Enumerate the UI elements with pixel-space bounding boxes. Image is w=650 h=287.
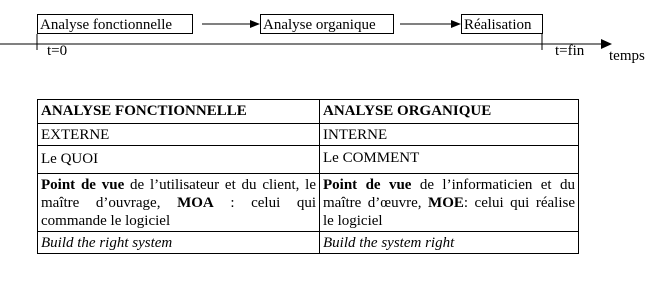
cell-interne: INTERNE bbox=[320, 124, 579, 146]
cell-le-comment: Le COMMENT bbox=[320, 146, 579, 174]
table-row-question bbox=[38, 146, 579, 174]
viewpoint-text-left-1: de l’utilisateur et du client, le maître d’ouvrage, bbox=[41, 177, 316, 211]
cell-build-system-right: Build the system right bbox=[320, 232, 579, 254]
viewpoint-lead-right: Point de vue bbox=[323, 177, 412, 193]
cell-le-quoi: Le QUOI bbox=[38, 146, 320, 174]
phase-arrow-2-head bbox=[451, 20, 461, 28]
timeline-lines bbox=[0, 0, 650, 80]
viewpoint-lead-left: Point de vue bbox=[41, 177, 125, 193]
cell-viewpoint-utilisateur bbox=[38, 174, 320, 232]
table-row-motto bbox=[38, 232, 579, 254]
phase-arrow-1-head bbox=[250, 20, 260, 28]
cell-externe: EXTERNE bbox=[38, 124, 320, 146]
header-analyse-fonctionnelle: ANALYSE FONCTIONNELLE bbox=[38, 100, 320, 124]
phase-box-realisation: Réalisation bbox=[461, 14, 543, 34]
viewpoint-text-right-1: de l’informaticien et du maître d’œuvre, bbox=[323, 177, 575, 211]
viewpoint-text-left-2: : celui qui commande le logiciel bbox=[41, 195, 316, 229]
viewpoint-text-right-2: : celui qui réalise le logiciel bbox=[323, 195, 575, 229]
table-row-viewpoint bbox=[38, 174, 579, 232]
viewpoint-acronym-moe: MOE bbox=[428, 195, 464, 211]
table-header-row bbox=[38, 100, 579, 124]
phase-box-analyse-fonctionnelle: Analyse fonctionnelle bbox=[37, 14, 193, 34]
label-tfin: t=fin bbox=[555, 43, 585, 59]
table-row-scope bbox=[38, 124, 579, 146]
header-analyse-organique: ANALYSE ORGANIQUE bbox=[320, 100, 579, 124]
label-temps: temps bbox=[609, 48, 645, 64]
comparison-table bbox=[37, 99, 579, 254]
label-t0: t=0 bbox=[47, 43, 68, 59]
cell-build-right-system: Build the right system bbox=[38, 232, 320, 254]
phase-box-analyse-organique: Analyse organique bbox=[260, 14, 394, 34]
timeline-diagram bbox=[0, 0, 650, 80]
cell-viewpoint-informaticien bbox=[320, 174, 579, 232]
viewpoint-acronym-moa: MOA bbox=[177, 195, 214, 211]
